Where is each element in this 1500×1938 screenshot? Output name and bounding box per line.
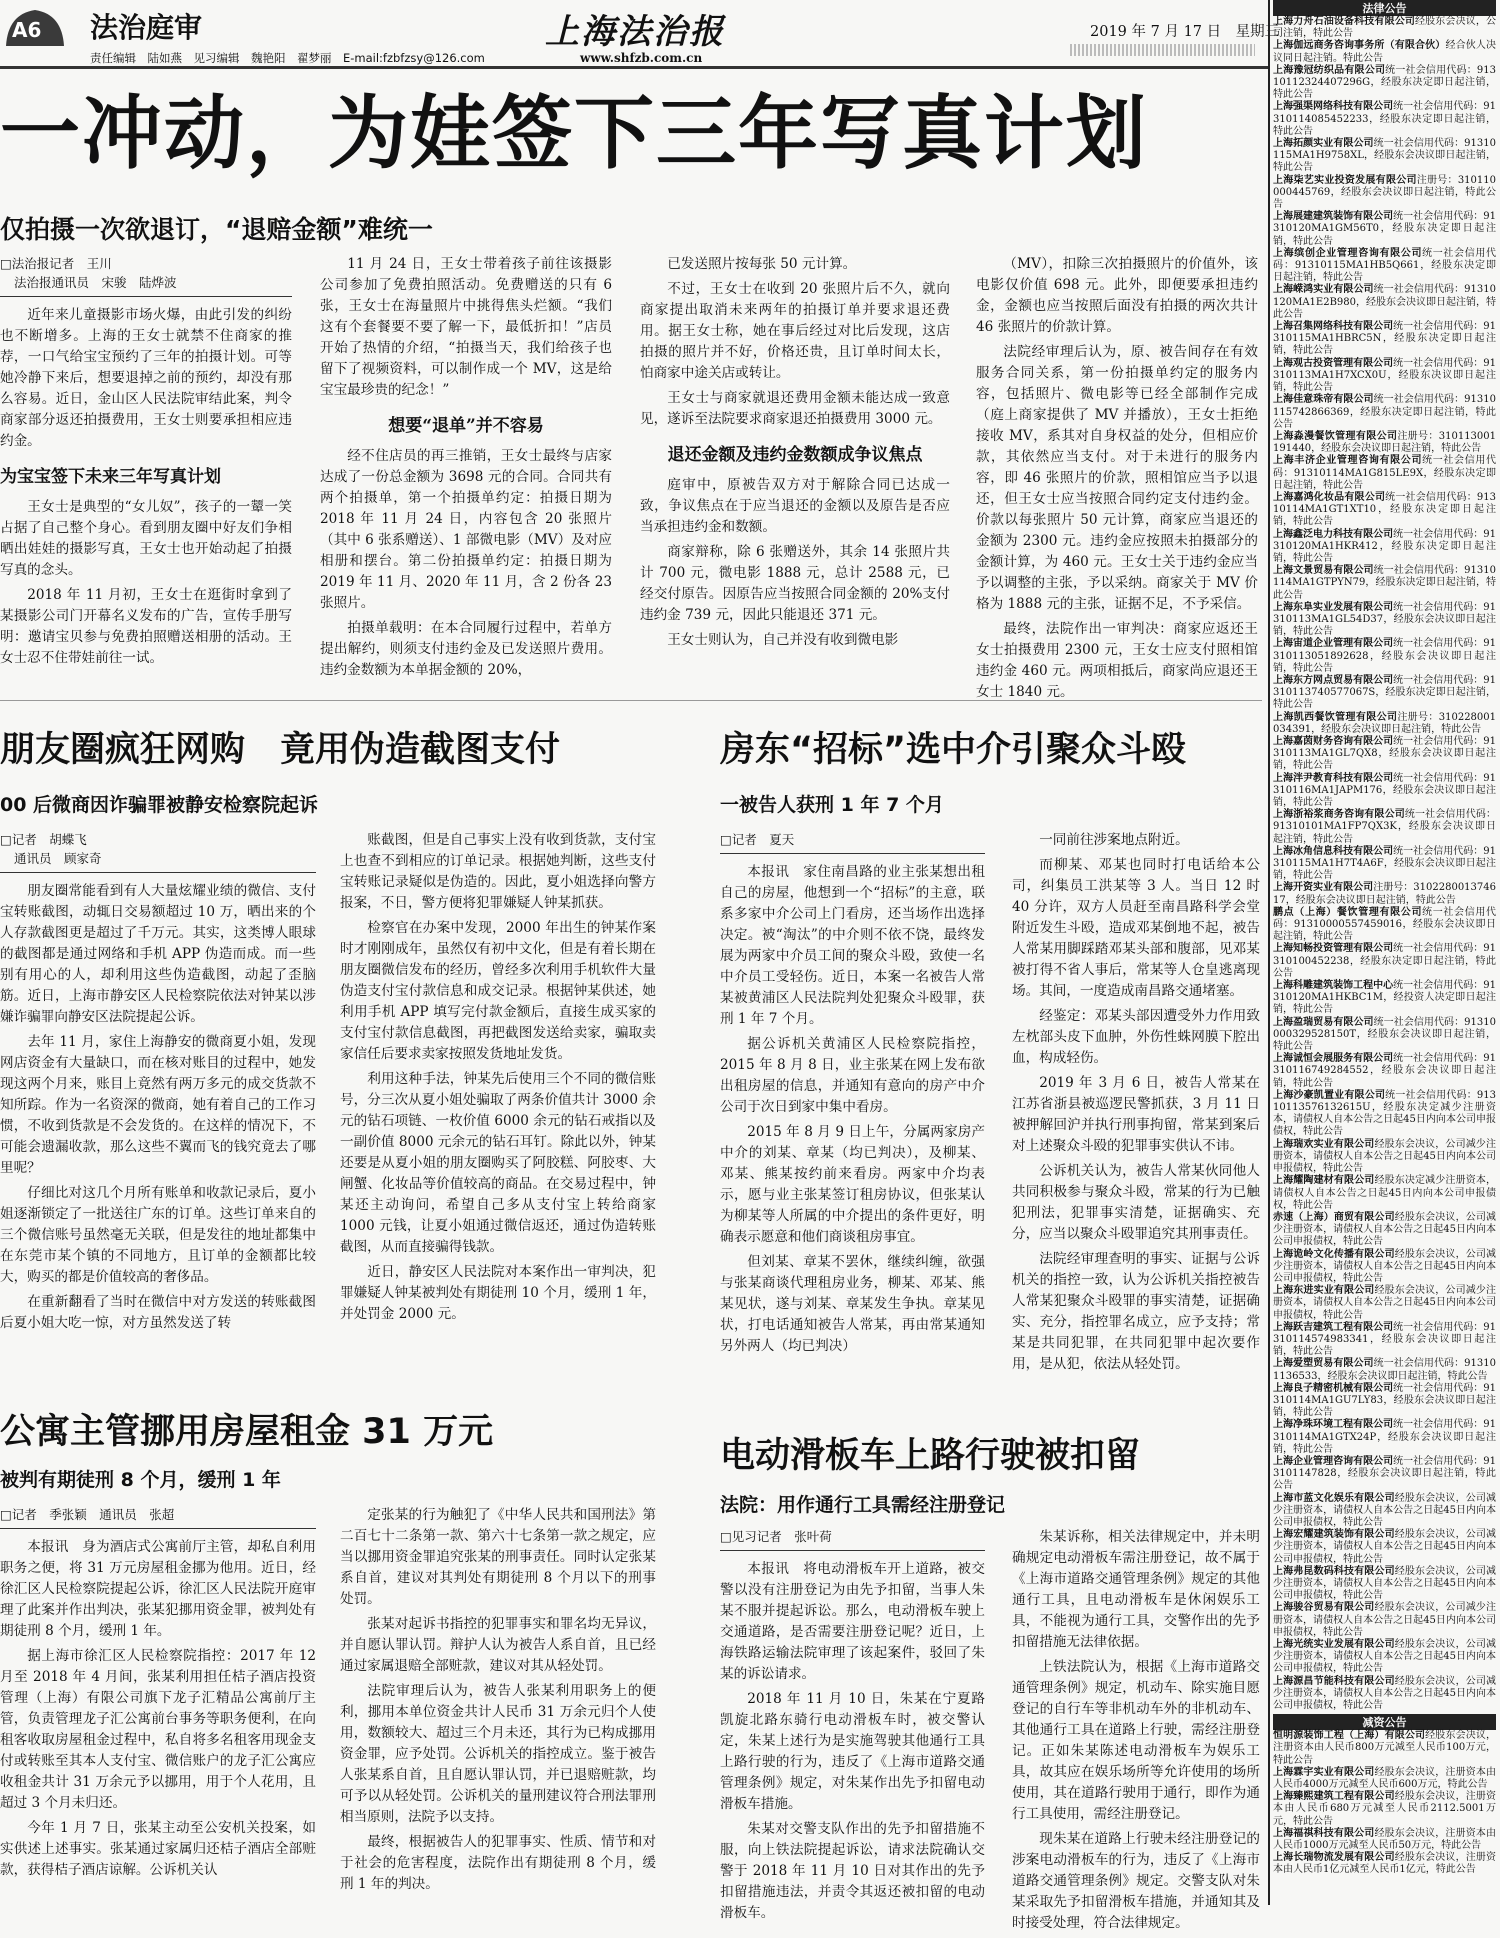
paragraph: 公诉机关认为，被告人常某伙同他人共同积极参与聚众斗殴，常某的行为已触犯刑法，犯罪事实清楚，证据确实、充分，应当以聚众斗殴罪追究其刑事责任。 bbox=[1012, 1163, 1260, 1242]
notice-company: 上海拓颜实业有限公司 bbox=[1273, 138, 1374, 150]
notice-item bbox=[1273, 394, 1496, 431]
story5-byline bbox=[720, 1527, 985, 1551]
notice-body: 经股东会决议，公司减少注册资本，请债权人自本公告之日起45日内向本公司申报债权，特此公告 bbox=[1273, 1529, 1496, 1565]
notice-item bbox=[1273, 1383, 1496, 1420]
paragraph: 朱某诉称，相关法律规定中，并未明确规定电动滑板车需注册登记，故不属于《上海市道路交通管理条例》规定的其他通行工具，且电动滑板车是休闲娱乐工具，不能视为通行工具，交警作出的先予扣留措施无法律依据。 bbox=[1012, 1529, 1260, 1650]
paragraph: 法院经审理查明的事实、证据与公诉机关的指控一致，认为公诉机关指控被告人常某犯聚众斗殴罪的事实清楚，证据确实、充分，指控罪名成立，应予支持；常某是共同犯罪，在共同犯罪中起次要作用，是从犯，依法从轻处罚。 bbox=[1012, 1251, 1260, 1372]
notice-item bbox=[1273, 1676, 1496, 1713]
masthead-rule bbox=[0, 66, 1270, 69]
notice-company: 上海盈瑞贸易有限公司 bbox=[1273, 1016, 1374, 1028]
notice-body: 统一社会信用代码：91310116MA1JAPM176，经股东会决议即日起注销，特此公告 bbox=[1273, 772, 1496, 808]
notice-body: 经股东会决议，公司减少注册资本，请债权人自本公告之日起45日内向本公司申报债权，特此公告 bbox=[1273, 1492, 1496, 1528]
notice-item bbox=[1273, 565, 1496, 602]
paragraph: 本报讯 将电动滑板车开上道路，被交警以没有注册登记为由先予扣留，当事人朱某不服并提起诉讼。那么，电动滑板车驶上交通道路，是否需要注册登记呢？近日，上海铁路运输法院审理了该起案件，驳回了朱某的诉讼请求。 bbox=[720, 1561, 985, 1682]
notice-item bbox=[1273, 284, 1496, 321]
notice-item bbox=[1273, 358, 1496, 395]
notice-company: 上海知畅投资管理有限公司 bbox=[1273, 943, 1394, 955]
lead-dek: 仅拍摄一次欲退订，“退赔金额”难统一 bbox=[0, 215, 433, 244]
paragraph: 朱某对交警支队作出的先予扣留措施不服，向上铁法院提起诉讼，请求法院确认交警于 2018 年 11 月 10 日对其作出的先予扣留措施违法，并责令其返还被扣留的电动滑板车。 bbox=[720, 1821, 985, 1921]
notice-body: 统一社会信用代码：91310000329528150T，经股东会决议即日起注销，特此公告 bbox=[1273, 1016, 1496, 1053]
subhead: 为宝宝签下未来三年写真计划 bbox=[0, 467, 221, 487]
notice-body: 统一社会信用代码：913101147828，经股东会决议即日起注销，特此公告 bbox=[1273, 1455, 1496, 1492]
notice-item bbox=[1273, 1828, 1496, 1852]
notice-item bbox=[1273, 138, 1496, 175]
notice-item bbox=[1273, 40, 1496, 64]
story3-byline bbox=[720, 830, 985, 854]
notice-company: 上海瑞欢实业有限公司 bbox=[1273, 1138, 1375, 1150]
lead-byline bbox=[0, 254, 292, 297]
paragraph: 经鉴定：邓某头部因遭受外力作用致左枕部头皮下血肿，外伤性蛛网膜下腔出血，构成轻伤。 bbox=[1012, 1008, 1260, 1066]
notice-item bbox=[1273, 1419, 1496, 1456]
notice-body: 统一社会信用代码：91310113740577067S，经股东决定即日起注销，特此公告 bbox=[1273, 674, 1496, 711]
notice-company: 上海力舟石油设备科技有限公司 bbox=[1273, 16, 1415, 27]
notice-item bbox=[1273, 1566, 1496, 1603]
story5-dek: 法院：用作通行工具需经注册登记 bbox=[720, 1494, 1006, 1516]
notice-item bbox=[1273, 1493, 1496, 1530]
paragraph: 去年 11 月，家住上海静安的微商夏小姐，发现网店资金有大量缺口，而在核对账目的过程中，她发现这两个月来，账目上竟然有两万多元的成交货款不知所踪。作为一名资深的微商，她有着自己的工作习惯，不收到货款是不会发货的。在这样的情况下，不可能会遗漏收款，那么这些不翼而飞的钱究竟去了哪里呢？ bbox=[0, 1034, 316, 1176]
notice-item bbox=[1273, 431, 1496, 455]
notice-body: 统一社会信用代码：91310120MA1HKR412，经股东决定即日起注销，特此公告 bbox=[1273, 528, 1496, 564]
masthead-decor bbox=[1070, 44, 1255, 56]
notice-item bbox=[1273, 1139, 1496, 1176]
notice-body: 经股东会决议，公司减少注册资本，请债权人自本公告之日起45日内向本公司申报债权，特此公告 bbox=[1273, 1138, 1496, 1175]
paragraph: 庭审中，原被告双方对于解除合同已达成一致，争议焦点在于应当退还的金额以及原告是否应当承担违约金和数额。 bbox=[640, 477, 950, 535]
notice-body: 经股东会决议，注册资本由人民币1亿元减至人民币1亿元，特此公告 bbox=[1273, 1852, 1496, 1876]
notice-company: 上海开资实业有限公司 bbox=[1273, 882, 1374, 894]
issue-date: 2019 年 7 月 17 日 星期三 bbox=[1090, 24, 1280, 40]
notice-company: 上海柒艺实业投资发展有限公司 bbox=[1273, 174, 1417, 186]
notice-item bbox=[1273, 1730, 1496, 1767]
notice-body: 经股东会决议，公司减少注册资本，请债权人自本公告之日起45日内向本公司申报债权，特此公告 bbox=[1273, 1565, 1496, 1602]
notice-company: 上海诚恒会展服务有限公司 bbox=[1273, 1053, 1394, 1065]
paragraph: 定张某的行为触犯了《中华人民共和国刑法》第二百七十二条第一款、第六十七条第一款之规定，应当以挪用资金罪追究张某的刑事责任。同时认定张某系自首，建议对其判处有期徒刑 8 个月以下的刑事处罚。 bbox=[340, 1507, 656, 1607]
story4-col-1 bbox=[0, 1505, 316, 1885]
notice-item bbox=[1273, 1358, 1496, 1382]
notice-body: 统一社会信用代码：91310100452238，经股东决定即日起注销，特此公告 bbox=[1273, 943, 1496, 979]
paragraph: 据公诉机关黄浦区人民检察院指控，2015 年 8 月 8 日，业主张某在网上发布欲出租房屋的信息，并通知有意向的房产中介公司于次日到家中集中看房。 bbox=[720, 1036, 985, 1115]
notice-body: 统一社会信用代码：91310115MA1H9758XL，经股东会决议即日起注销，特此公告 bbox=[1273, 138, 1496, 174]
notice-body: 经股东会决议，公司减少注册资本，请债权人自本公告之日起45日内向本公司申报债权，特此公告 bbox=[1273, 1639, 1496, 1675]
notice-item bbox=[1273, 1602, 1496, 1639]
paragraph: 不过，王女士在收到 20 张照片后不久，就向商家提出取消未来两年的拍摄订单并要求退还费用。据王女士称，她在事后经过对比后发现，这店拍摄的照片并不好，价格还贵，且订单时间太长，怕商家中途关店或转让。 bbox=[640, 281, 950, 381]
notice-body: 统一社会信用代码：913101136533，经股东会决议即日起注销，特此公告 bbox=[1273, 1358, 1496, 1382]
notice-company: 上海东方网点贸易有限公司 bbox=[1273, 674, 1394, 686]
lead-headline: 一冲动，为娃签下三年写真计划 bbox=[0, 87, 1148, 180]
lead-col-2 bbox=[320, 254, 612, 685]
notice-body: 统一社会信用代码：91310113MA1GL7QX8，经股东会决议即日起注销，特此公告 bbox=[1273, 735, 1496, 772]
notice-company: 上海宙道企业管理有限公司 bbox=[1273, 638, 1394, 650]
notice-company: 上海爱塑贸易有限公司 bbox=[1273, 1358, 1374, 1370]
paragraph: 经不住店员的再三推销，王女士最终与店家达成了一份总金额为 3698 元的合同。合同共有两个拍摄单，第一个拍摄单约定：拍摄日期为 2018 年 11 月 24 日，内容包含 20 张照片（其中 6 张系赠送）、1 部微电影（MV）及对应相册和摆台。第二份拍摄单约定：拍摄日期为 2019 年 11 月、2020 年 11 月，含 2 份各 23 张照片。 bbox=[320, 448, 612, 611]
paragraph: 在重新翻看了当时在微信中对方发送的转账截图后夏小姐大吃一惊，对方虽然发送了转 bbox=[0, 1294, 316, 1331]
editors-line: 责任编辑 陆如燕 见习编辑 魏艳阳 翟梦丽 E-mail:fzbfzsy@126.com bbox=[90, 51, 485, 65]
page-number: A6 bbox=[12, 18, 42, 42]
paper-url[interactable]: www.shfzb.com.cn bbox=[580, 51, 703, 65]
notice-company: 上海企业管理咨询有限公司 bbox=[1273, 1455, 1394, 1467]
notice-company: 上海长瑞物流发展有限公司 bbox=[1273, 1852, 1395, 1864]
notice-body: 统一社会信用代码：91310120MA1GM56T0，经股东决定即日起注销，特此公告 bbox=[1273, 211, 1496, 247]
notice-body: 统一社会信用代码：91310113MA1GL54D37，经股东会决议即日起注销，特此公告 bbox=[1273, 601, 1496, 638]
notice-item bbox=[1273, 492, 1496, 529]
notice-body: 统一社会信用代码：91310115MA1HB5Q661，经股东决定即日起注销，特此公告 bbox=[1273, 247, 1496, 284]
story4-col-2 bbox=[340, 1505, 656, 1899]
notice-company: 上海宏耀建筑装饰有限公司 bbox=[1273, 1529, 1395, 1541]
byline-reporter: □法治报记者 王川 bbox=[0, 256, 112, 271]
notice-body: 统一社会信用代码：91310120MA1E2B980，经股东会决议即日起注销，特此公告 bbox=[1273, 284, 1496, 320]
section-title: 法治庭审 bbox=[90, 11, 203, 44]
notice-item bbox=[1273, 321, 1496, 358]
notice-company: 上海文景贸易有限公司 bbox=[1273, 565, 1374, 577]
notice-body: 统一社会信用代码：91310114085452233，经股东决定即日起注销，特此公告 bbox=[1273, 101, 1496, 137]
notice-company: 上海耀陶建材有限公司 bbox=[1273, 1175, 1375, 1187]
story2-headline: 朋友圈疯狂网购 竟用伪造截图支付 bbox=[0, 730, 561, 770]
paragraph: 法院经审理后认为，原、被告间存在有效服务合同关系，第一份拍摄单约定的服务内容，包括照片、微电影等已经全部制作完成（庭上商家提供了 MV 并播放），王女士拒绝接收 MV，系其对自身权益的处分，但相应价款，其依然应当支付。对于未进行的服务内容，即 46 张照片的价款，照相馆应当予以退还，但王女士应当按照合同约定支付违约金。价款以每张照片 50 元计算，商家应当退还的金额为 2300 元。违约金应按照未拍摄部分的金额计算，为 460 元。王女士关于违约金应当予以调整的主张，予以采纳。商家关于 MV 价格为 1888 元的主张，证据不足，不予采信。 bbox=[976, 344, 1258, 612]
notice-company: 上海浙裕浆商务咨询有限公司 bbox=[1273, 809, 1405, 821]
byline-reporter: □记者 夏天 bbox=[720, 832, 795, 847]
notice-company: 上海嵘鸿实业有限公司 bbox=[1273, 284, 1374, 296]
notice-item bbox=[1273, 16, 1496, 40]
paragraph: 上铁法院认为，根据《上海市道路交通管理条例》规定，机动车、除实施目愿登记的自行车等非机动车外的非机动车、其他通行工具在道路上行驶，需经注册登记。正如朱某陈述电动滑板车为娱乐工具，故其应在娱乐场所等允许使用的场所使用，其在道路行驶用于通行，即作为通行工具使用，需经注册登记。 bbox=[1012, 1659, 1260, 1822]
story2-col-2 bbox=[340, 830, 656, 1329]
paragraph: 今年 1 月 7 日，张某主动至公安机关投案，如实供述上述事实。张某通过家属归还桔子酒店全部赃款，获得桔子酒店谅解。公诉机关认 bbox=[0, 1820, 316, 1878]
paragraph: 商家辩称，除 6 张赠送外，其余 14 张照片共计 700 元，微电影 1888 元，总计 2588 元，已经交付原告。因原告应当按照合同金额的 20%支付违约金 739 元，因此只能退还 371 元。 bbox=[640, 544, 950, 623]
notice-body: 经股东会决议，公司减少注册资本，请债权人自本公告之日起45日内向本公司申报债权，特此公告 bbox=[1273, 1675, 1496, 1712]
notice-company: 上海观古投资管理有限公司 bbox=[1273, 357, 1394, 369]
notice-body: 统一社会信用代码：91310114MA1GU7LY83，经股东会决议即日起注销，特此公告 bbox=[1273, 1382, 1496, 1419]
notice-item bbox=[1273, 1791, 1496, 1828]
notice-company: 上海缤创企业管理咨询有限公司 bbox=[1273, 247, 1423, 259]
notice-item bbox=[1273, 1456, 1496, 1493]
notice-item bbox=[1273, 1090, 1496, 1139]
paragraph: 近年来儿童摄影市场火爆，由此引发的纠纷也不断增多。上海的王女士就禁不住商家的推荐，一口气给宝宝预约了三年的拍摄计划。可等她冷静下来后，想要退掉之前的预约，却没有那么容易。近日，金山区人民法院审结此案，判令商家部分返还拍摄费用，王女士则要承担相应违约金。 bbox=[0, 307, 292, 449]
notice-item bbox=[1273, 638, 1496, 675]
notice-company: 上海凯西餐饮管理有限公司 bbox=[1273, 711, 1398, 723]
paragraph: 本报讯 家住南昌路的业主张某想出租自己的房屋，他想到一个“招标”的主意，联系多家中介公司上门看房，还当场作出选择决定。被“淘汰”的中介则不依不饶，最终发展为两家中介员工间的聚众斗殴，致使一名中介员工受轻伤。近日，本案一名被告人常某被黄浦区人民法院判处犯聚众斗殴罪，获刑 1 年 7 个月。 bbox=[720, 864, 985, 1027]
notice-body: 统一社会信用代码：91310114MA1G815LE9X，经股东决定即日起注销，特此公告 bbox=[1273, 455, 1496, 491]
notice-body: 统一社会信用代码：91310114574983341，经股东会决议即日起注销，特此公告 bbox=[1273, 1321, 1496, 1358]
paragraph: 本报讯 身为酒店式公寓前厅主管，却私自利用职务之便，将 31 万元房屋租金挪为他用。近日，经徐汇区人民检察院提起公诉，徐汇区人民法院开庭审理了此案并作出判决，张某犯挪用资金罪，被判处有期徒刑 8 个月，缓刑 1 年。 bbox=[0, 1539, 316, 1639]
story4-headline: 公寓主管挪用房屋租金 31 万元 bbox=[0, 1412, 494, 1452]
notice-item bbox=[1273, 712, 1496, 736]
notice-body: 经股东会决议，公司减少注册资本，请债权人自本公告之日起45日内向本公司申报债权，特此公告 bbox=[1273, 1285, 1496, 1321]
notice-company: 上海强渠网络科技有限公司 bbox=[1273, 101, 1394, 113]
paragraph: 近日，静安区人民法院对本案作出一审判决，犯罪嫌疑人钟某被判处有期徒刑 10 个月，缓刑 1 年，并处罚金 2000 元。 bbox=[340, 1264, 656, 1322]
notice-item bbox=[1273, 809, 1496, 846]
masthead bbox=[0, 0, 1280, 72]
notice-company: 上海良子精密机械有限公司 bbox=[1273, 1382, 1394, 1394]
notice-body: 经股东会决议，公司减少注册资本，请债权人自本公告之日起45日内向本公司申报债权，特此公告 bbox=[1273, 1211, 1496, 1248]
notice-item bbox=[1273, 529, 1496, 566]
notice-body: 统一社会信用代码：91310114MA1GT1XT10，经股东决定即日起注销，特此公告 bbox=[1273, 491, 1496, 528]
paragraph: 王女士是典型的“女儿奴”，孩子的一颦一笑占据了自己整个身心。看到朋友圈中好友们争相晒出娃娃的摄影写真，王女士也开始动起了拍摄写真的念头。 bbox=[0, 499, 292, 578]
notice-company: 上海伽远商务咨询事务所（有限合伙） bbox=[1273, 40, 1446, 52]
capital-reduction-section-title: 减资公告 bbox=[1273, 1714, 1496, 1730]
notice-item bbox=[1273, 773, 1496, 810]
notice-item bbox=[1273, 455, 1496, 492]
notice-company: 上海佳意珠帝有限公司 bbox=[1273, 394, 1374, 406]
notice-body: 统一社会信用代码：91310115MA1HBRC5N，经股东决定即日起注销，特此公告 bbox=[1273, 321, 1496, 357]
notice-item bbox=[1273, 846, 1496, 883]
notice-item bbox=[1273, 1767, 1496, 1791]
notice-body: 经股东会决议，公司减少注册资本，请债权人自本公告之日起45日内向本公司申报债权，特此公告 bbox=[1273, 1602, 1496, 1638]
paragraph: 最终，法院作出一审判决：商家应返还王女士拍摄费用 2300 元，王女士应支付照相馆违约金 460 元。两项相抵后，商家尚应退还王女士 1840 元。 bbox=[976, 621, 1258, 700]
byline-reporter: □记者 胡蝶飞 bbox=[0, 832, 87, 847]
paragraph: 王女士则认为，自己并没有收到微电影 bbox=[667, 632, 899, 648]
notice-company: 赤速（上海）商贸有限公司 bbox=[1273, 1211, 1395, 1223]
notice-item bbox=[1273, 211, 1496, 248]
notice-item bbox=[1273, 907, 1496, 944]
notice-body: 注册号：310113001191440，经股东会决议即日起注销，特此公告 bbox=[1273, 430, 1496, 455]
subhead: 想要“退单”并不容易 bbox=[388, 416, 544, 436]
notice-body: 统一社会信用代码：91310113576132615U，经股东决定减少注册资本，请债权人自本公告之日起45日内向本公司申报债权，特此公告 bbox=[1273, 1089, 1496, 1138]
story2-byline bbox=[0, 830, 316, 873]
notice-company: 上海嘉茵财务咨询有限公司 bbox=[1273, 735, 1394, 747]
notice-company: 上海东阜实业发展有限公司 bbox=[1273, 601, 1394, 613]
lead-col-3 bbox=[640, 254, 950, 655]
paragraph: 2018 年 11 月 10 日，朱某在宁夏路凯旋北路东骑行电动滑板车时，被交警认定，朱某上述行为是实施驾驶其他通行工具上路行驶的行为，违反了《上海市道路交通管理条例》规定，对朱某作出先予扣留电动滑板车措施。 bbox=[720, 1691, 985, 1812]
notice-company: 上海市蓝文化娱乐有限公司 bbox=[1273, 1492, 1395, 1504]
legal-notices-column bbox=[1268, 0, 1496, 1905]
notice-item bbox=[1273, 602, 1496, 639]
lead-col-4 bbox=[976, 254, 1258, 707]
notice-item bbox=[1273, 1852, 1496, 1876]
story3-col-1 bbox=[720, 830, 985, 1361]
byline-reporter: □记者 季张颖 通讯员 张超 bbox=[0, 1507, 175, 1522]
notice-company: 恒明源装饰工程（上海）有限公司 bbox=[1273, 1730, 1426, 1742]
paragraph: 王女士与商家就退还费用金额未能达成一致意见，遂诉至法院要求商家退还拍摄费用 3000 元。 bbox=[640, 390, 950, 427]
notice-company: 上海净珠环境工程有限公司 bbox=[1273, 1419, 1394, 1431]
notice-body: 统一社会信用代码：91310116749284552，经股东会决议即日起注销，特此公告 bbox=[1273, 1053, 1496, 1089]
story3-col-2 bbox=[1012, 830, 1260, 1379]
notice-body: 经股东会决议，注册资本由人民币4000万元减至人民币600万元，特此公告 bbox=[1273, 1766, 1496, 1791]
notice-body: 注册号：310228001374617，经股东会决议即日起注销，特此公告 bbox=[1273, 882, 1496, 906]
notice-item bbox=[1273, 1529, 1496, 1566]
notice-company: 上海泮尹教育科技有限公司 bbox=[1273, 772, 1394, 784]
paragraph: 朋友圈常能看到有人大量炫耀业绩的微信、支付宝转账截图，动辄日交易额超过 10 万，晒出来的个人存款截图更是超过了千万元。其实，这类博人眼球的截图都是通过网络和手机 APP 伪造而成。而一些别有用心的人，却利用这些伪造截图，动起了歪脑筋。近日，上海市静安区人民检察院依法对钟某以涉嫌诈骗罪向静安区法院提起公诉。 bbox=[0, 883, 316, 1025]
story3-headline: 房东“招标”选中介引聚众斗殴 bbox=[720, 730, 1187, 770]
notice-company: 上海嘉鸿化妆品有限公司 bbox=[1273, 491, 1386, 503]
notice-item bbox=[1273, 1175, 1496, 1212]
lead-col-1 bbox=[0, 254, 292, 673]
section-rule bbox=[0, 700, 1262, 701]
paper-name: 上海法治报 bbox=[545, 12, 725, 52]
notice-company: 上海跃吉建筑工程有限公司 bbox=[1273, 1321, 1394, 1333]
notice-body: 统一社会信用代码：91310101MA1FP7QX3K，经股东会决议即日起注销，特此公告 bbox=[1273, 809, 1496, 845]
story5-col-1 bbox=[720, 1527, 985, 1928]
notice-company: 上海沙豪凯置业有限公司 bbox=[1273, 1089, 1386, 1101]
notice-body: 统一社会信用代码：91310000557459016，经股东会决议即日起注销，特此公告 bbox=[1273, 906, 1496, 943]
story4-dek: 被判有期徒刑 8 个月，缓刑 1 年 bbox=[0, 1469, 281, 1491]
notice-company: 上海诡岭文化传播有限公司 bbox=[1273, 1248, 1395, 1260]
story4-byline bbox=[0, 1505, 316, 1529]
notice-company: 上海东进实业有限公司 bbox=[1273, 1285, 1375, 1297]
notice-company: 上海豫冠纺织品有限公司 bbox=[1273, 64, 1386, 76]
paragraph: 2015 年 8 月 9 日上午，分属两家房产中介的刘某、章某（均已判决），及柳某、邓某、熊某按约前来看房。两家中介均表示，愿与业主张某签订租房协议，但张某认为柳某等人所属的中介提出的条件更好，明确表示愿意和他们商谈租房事宜。 bbox=[720, 1124, 985, 1245]
notice-item bbox=[1273, 248, 1496, 285]
notice-company: 上海骏谷贸易有限公司 bbox=[1273, 1602, 1375, 1614]
paragraph: （MV），扣除三次拍摄照片的价值外，该电影仅价值 698 元。此外，即便要承担违约金，金额也应当按照后面没有拍摄的两次共计 46 张照片的价款计算。 bbox=[976, 256, 1258, 335]
paragraph: 检察官在办案中发现，2000 年出生的钟某作案时才刚刚成年，虽然仅有初中文化，但是有着长期在朋友圈微信发布的经历，曾经多次利用手机软件大量伪造支付宝付款信息和成交记录。根据钟某供述，她利用手机 APP 填写完付款金额后，直接生成买家的支付宝付款信息截图，再把截图发送给卖家，骗取卖家信任后要求卖家按照发货地址发货。 bbox=[340, 920, 656, 1062]
notice-item bbox=[1273, 1322, 1496, 1359]
paragraph: 11 月 24 日，王女士带着孩子前往该摄影公司参加了免费拍照活动。免费赠送的只有 6 张，王女士在海量照片中挑得焦头烂额。“我们这有个套餐要不要了解一下，最低折扣！”店员开始了热情的介绍，“拍摄当天，我们给孩子也留下了视频资料，可以制作成一个 MV，这是给宝宝最珍贵的纪念！” bbox=[320, 256, 612, 398]
notice-body: 注册号：310228001034391，经股东会决议即日起注销，特此公告 bbox=[1273, 711, 1496, 735]
page-number-badge bbox=[0, 6, 70, 50]
paragraph: 仔细比对这几个月所有账单和收款记录后，夏小姐逐渐锁定了一批送往广东的订单。这些订单来自的三个微信账号虽然毫无关联，但是发往的地址都集中在东莞市某个镇的不同地方，且订单的金额都比较大，购买的都是价值较高的奢侈品。 bbox=[0, 1185, 316, 1285]
paragraph: 但刘某、章某不罢休，继续纠缠，欲强与张某商谈代理租房业务，柳某、邓某、熊某见状，遂与刘某、章某发生争执。章某见状，打电话通知被告人常某，再由常某通知另外两人（均已判决） bbox=[720, 1254, 985, 1354]
notices-list bbox=[1273, 16, 1496, 1712]
notice-body: 经股东会决议，公司减少注册资本，请债权人自本公告之日起45日内向本公司申报债权，特此公告 bbox=[1273, 1248, 1496, 1284]
paragraph: 一同前往涉案地点附近。 bbox=[1039, 832, 1189, 848]
notices-section-title: 法律公告 bbox=[1273, 0, 1496, 16]
notice-item bbox=[1273, 1212, 1496, 1249]
subhead: 退还金额及违约金数额成争议焦点 bbox=[667, 445, 923, 465]
notice-company: 上海鑫泛电力科技有限公司 bbox=[1273, 528, 1394, 540]
notice-body: 统一社会信用代码：91310113051892628，经股东会决议即日起注销，特此公告 bbox=[1273, 638, 1496, 674]
notice-company: 鹏点（上海）餐饮管理有限公司 bbox=[1273, 906, 1423, 918]
notice-body: 注册号：310110000445769，经股东会决议即日起注销，特此公告 bbox=[1273, 174, 1496, 211]
paragraph: 张某对起诉书指控的犯罪事实和罪名均无异议，并自愿认罪认罚。辩护人认为被告人系自首，且已经通过家属退赔全部赃款，建议对其从轻处罚。 bbox=[340, 1616, 656, 1674]
paragraph: 已发送照片按每张 50 元计算。 bbox=[667, 256, 857, 272]
paragraph: 法院审理后认为，被告人张某利用职务上的便利，挪用本单位资金共计人民币 31 万余元归个人使用，数额较大、超过三个月未还，其行为已构成挪用资金罪，应予处罚。公诉机关的指控成立。鉴于被告人张某系自首，且自愿认罪认罚，并已退赔赃款，均可予以从轻处罚。公诉机关的量刑建议符合刑法罪刑相当原则，法院予以支持。 bbox=[340, 1683, 656, 1825]
notice-company: 上海科雕建筑装饰工程中心 bbox=[1273, 980, 1394, 992]
paragraph: 拍摄单载明：在本合同履行过程中，若单方提出解约，则须支付违约金及已发送照片费用。违约金数额为本单据金额的 20%， bbox=[320, 620, 612, 678]
story2-dek: 00 后微商因诈骗罪被静安检察院起诉 bbox=[0, 794, 319, 816]
notice-body: 统一社会信用代码：91310112324407296G，经股东决定即日起注销，特此公告 bbox=[1273, 64, 1496, 101]
story3-dek: 一被告人获刑 1 年 7 个月 bbox=[720, 794, 944, 816]
notice-company: 上海冰角信息科技有限公司 bbox=[1273, 845, 1394, 857]
paragraph: 利用这种手法，钟某先后使用三个不同的微信账号，分三次从夏小姐处骗取了两条价值共计 3000 余元的钻石项链、一枚价值 6000 余元的钻石戒指以及一副价值 8000 元余元的钻石耳钉。除此以外，钟某还要是从夏小姐的朋友圈购买了阿胶糕、阿胶枣、大闸蟹、化妆品等价值较高的商品。在交易过程中，钟某还主动询问，希望自己多从支付宝上转给商家 1000 元钱，让夏小姐通过微信返还，通过伪造转账截图，从而直接骗得钱款。 bbox=[340, 1071, 656, 1255]
notice-item bbox=[1273, 1017, 1496, 1054]
notice-body: 经合伙人决议同日起注销。特此公告 bbox=[1273, 40, 1496, 64]
notice-company: 上海展建建筑装饰有限公司 bbox=[1273, 211, 1394, 223]
notice-company: 上海弗昆数码科技有限公司 bbox=[1273, 1565, 1395, 1577]
notice-item bbox=[1273, 980, 1496, 1017]
notice-company: 上海福祺科技有限公司 bbox=[1273, 1827, 1375, 1839]
notice-body: 统一社会信用代码：91310120MA1HKBC1M，经投资人决定即日起注销，特此公告 bbox=[1273, 980, 1496, 1016]
notice-body: 经股东会决议，注册资本由人民币800万元减至人民币100万元，特此公告 bbox=[1273, 1730, 1496, 1766]
notice-body: 统一社会信用代码：91310113MA1H7XCX0U，经股东决议即日起注销，特此公告 bbox=[1273, 357, 1496, 394]
notice-item bbox=[1273, 736, 1496, 773]
paragraph: 最终，根据被告人的犯罪事实、性质、情节和对于社会的危害程度，法院作出有期徒刑 8 个月，缓刑 1 年的判决。 bbox=[340, 1834, 656, 1892]
capital-reduction-list bbox=[1273, 1730, 1496, 1876]
notice-company: 上海源昌节能科技有限公司 bbox=[1273, 1675, 1395, 1687]
notice-item bbox=[1273, 65, 1496, 102]
notice-item bbox=[1273, 1249, 1496, 1286]
notice-item bbox=[1273, 882, 1496, 906]
notice-company: 上海淼漫餐饮管理有限公司 bbox=[1273, 430, 1398, 442]
notice-company: 上海霖宇实业有限公司 bbox=[1273, 1766, 1375, 1778]
notice-body: 经股东会决议，注册资本由人民币680万元减至人民币2112.5001万元，特此公告 bbox=[1273, 1791, 1496, 1827]
notice-company: 上海光统实业发展有限公司 bbox=[1273, 1639, 1395, 1651]
story5-col-2 bbox=[1012, 1527, 1260, 1938]
notice-company: 上海臻熙建筑工程有限公司 bbox=[1273, 1791, 1395, 1803]
paragraph: 而柳某、邓某也同时打电话给本公司，纠集员工洪某等 3 人。当日 12 时 40 分许，双方人员赶至南昌路科学会堂附近发生斗殴，造成邓某倒地不起，被告人常某用脚踩踏邓某头部和腹部，见邓某被打得不省人事后，常某等人仓皇逃离现场。其间，一度造成南昌路交通堵塞。 bbox=[1012, 857, 1260, 999]
paragraph: 现朱某在道路上行驶未经注册登记的涉案电动滑板车的行为，违反了《上海市道路交通管理条例》规定。交警支队对朱某采取先予扣留滑板车措施，并通知其及时接受处理，符合法律规定。 bbox=[1012, 1831, 1260, 1931]
byline-correspondent: 法治报通讯员 宋骏 陆烨波 bbox=[14, 275, 177, 290]
notice-body: 统一社会信用代码：91310115MA1H7T4A6F，经股东会决议即日起注销，特此公告 bbox=[1273, 845, 1496, 882]
story2-col-1 bbox=[0, 830, 316, 1338]
notice-body: 经股东会决议，公司注销，特此公告 bbox=[1273, 16, 1496, 40]
notice-body: 经股东决定减少注册资本，请债权人自本公告之日起45日内向本公司申报债权，特此公告 bbox=[1273, 1175, 1496, 1211]
paragraph: 账截图，但是自己事实上没有收到货款，支付宝上也查不到相应的订单记录。根据她判断，这些支付宝转账记录疑似是伪造的。因此，夏小姐选择向警方报案，不日，警方便将犯罪嫌疑人钟某抓获。 bbox=[340, 832, 656, 911]
notice-body: 经股东会决议，注册资本由人民币1000万元减至人民币50万元，特此公告 bbox=[1273, 1827, 1496, 1852]
byline-reporter: □见习记者 张叶荷 bbox=[720, 1529, 832, 1544]
notice-item bbox=[1273, 1053, 1496, 1090]
byline-correspondent: 通讯员 顾家奇 bbox=[14, 851, 102, 866]
notice-item bbox=[1273, 1639, 1496, 1676]
notice-body: 统一社会信用代码：91310114MA1GTX24P，经股东会决议即日起注销，特此公告 bbox=[1273, 1419, 1496, 1455]
notice-body: 统一社会信用代码：91310114MA1GTPYN79，经股东决定即日起注销，特此公告 bbox=[1273, 565, 1496, 601]
notice-company: 上海丰济企业管理咨询有限公司 bbox=[1273, 455, 1423, 467]
notice-item bbox=[1273, 675, 1496, 712]
story5-headline: 电动滑板车上路行驶被扣留 bbox=[720, 1436, 1141, 1476]
notice-company: 上海召集网络科技有限公司 bbox=[1273, 321, 1394, 333]
notice-item bbox=[1273, 101, 1496, 138]
paragraph: 2019 年 3 月 6 日，被告人常某在江苏省浙县被巡逻民警抓获，3 月 11 日被押解回沪并执行刑事拘留，常某到案后对上述聚众斗殴的犯罪事实供认不讳。 bbox=[1012, 1075, 1260, 1154]
notice-item bbox=[1273, 175, 1496, 212]
paragraph: 2018 年 11 月初，王女士在逛街时拿到了某摄影公司门开幕名义发布的广告，宣传手册写明：邀请宝贝参与免费拍照赠送相册的活动。王女士忍不住带娃前往一试。 bbox=[0, 587, 292, 666]
notice-body: 统一社会信用代码：91310115742866369，经股东决定即日起注销，特此公告 bbox=[1273, 394, 1496, 430]
notice-item bbox=[1273, 943, 1496, 980]
paragraph: 据上海市徐汇区人民检察院指控：2017 年 12 月至 2018 年 4 月间，张某利用担任桔子酒店投资管理（上海）有限公司旗下龙子汇精品公寓前厅主管，负责管理龙子汇公寓前台事务等职务便利，在向租客收取房屋租金过程中，私自将多名租客用现金支付或转账至其本人支付宝、微信账户的龙子汇公寓应收租金共计 31 万余元予以挪用，用于个人花用，且超过 3 个月未归还。 bbox=[0, 1648, 316, 1811]
notice-item bbox=[1273, 1285, 1496, 1322]
